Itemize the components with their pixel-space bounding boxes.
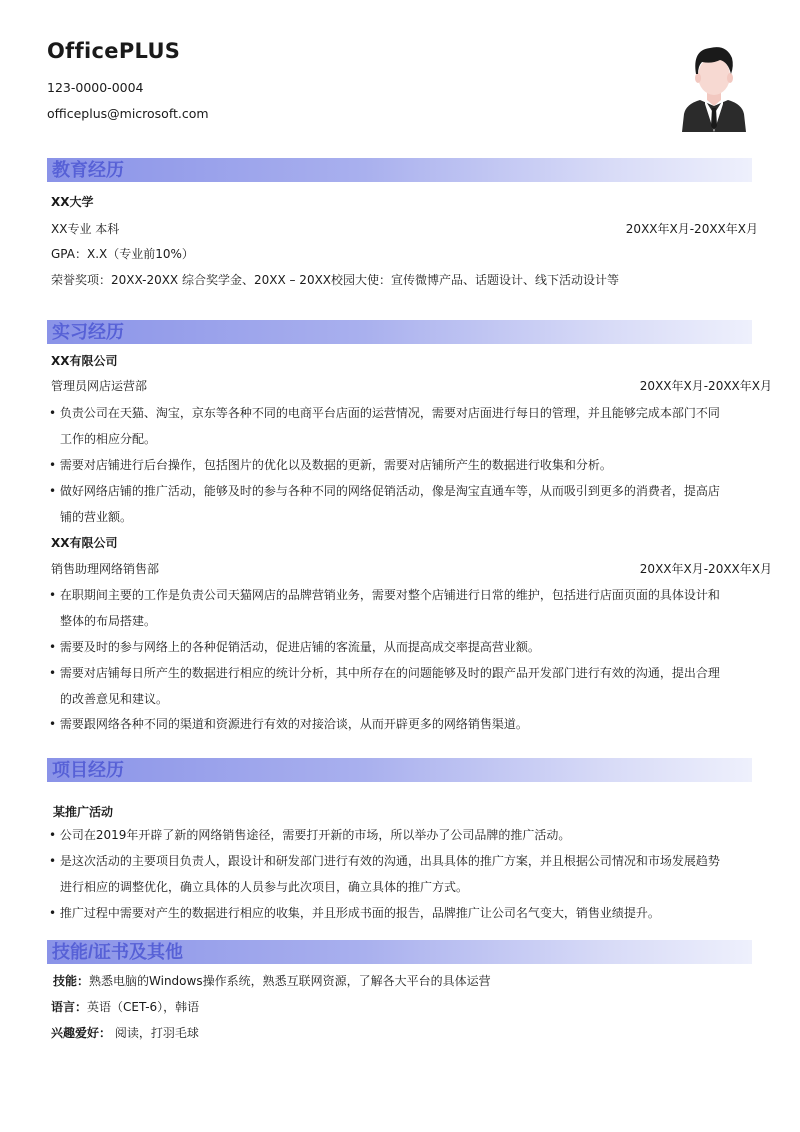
person-avatar-icon: [676, 40, 752, 132]
education-date: 20XX年X月-20XX年X月: [625, 222, 758, 236]
candidate-name: OfficePLUS: [47, 39, 181, 63]
language-row: [51, 998, 199, 1015]
bullet-line: • 做好网络店铺的推广活动，能够及时的参与各种不同的网络促销活动，像是淘宝直通车等，从而吸引到更多的消费者，提高店: [49, 484, 720, 498]
section-education-header: [47, 158, 752, 182]
hobby-value: 阅读，打羽毛球: [111, 1026, 199, 1040]
bullet-line: 的改善意见和建议。: [60, 692, 169, 706]
bullet-line: • 负责公司在天猫、淘宝，京东等各种不同的电商平台店面的运营情况，需要对店面进行每日的管理，并且能够完成本部门不同: [49, 406, 720, 420]
section-title: 技能/证书及其他: [52, 942, 184, 962]
school-name: XX大学: [51, 195, 94, 209]
phone-number: 123-0000-0004: [47, 80, 144, 95]
section-skills-header: [47, 940, 752, 964]
gpa: GPA：X.X（专业前10%）: [51, 247, 194, 261]
bullet-line: • 需要及时的参与网络上的各种促销活动，促进店铺的客流量，从而提高成交率提高营业额。: [49, 640, 540, 654]
major-degree: XX专业 本科: [51, 222, 120, 236]
section-title: 项目经历: [52, 760, 124, 780]
bullet-line: • 需要对店铺每日所产生的数据进行相应的统计分析，其中所存在的问题能够及时的跟产品开发部门进行有效的沟通，提出合理: [49, 666, 720, 680]
bullet-line: 整体的布局搭建。: [60, 614, 157, 628]
job-role: 销售助理网络销售部: [51, 562, 160, 576]
company-name: XX有限公司: [51, 536, 118, 550]
job-date: 20XX年X月-20XX年X月: [639, 562, 772, 576]
project-name: 某推广活动: [53, 805, 114, 819]
bullet-line: • 需要对店铺进行后台操作，包括图片的优化以及数据的更新，需要对店铺所产生的数据进行收集和分析。: [49, 458, 612, 472]
bullet-line: 铺的营业额。: [60, 510, 133, 524]
section-title: 教育经历: [52, 160, 124, 180]
bullet-line: 进行相应的调整优化，确立具体的人员参与此次项目，确立具体的推广方式。: [60, 880, 469, 894]
bullet-line: • 推广过程中需要对产生的数据进行相应的收集，并且形成书面的报告，品牌推广让公司名气变大，销售业绩提升。: [49, 906, 660, 920]
section-title: 实习经历: [52, 322, 124, 342]
email-address: officeplus@microsoft.com: [47, 106, 209, 121]
bullet-line: 工作的相应分配。: [60, 432, 157, 446]
hobby-row: [51, 1024, 199, 1041]
hobby-label: 兴趣爱好：: [51, 1026, 112, 1040]
bullet-line: • 在职期间主要的工作是负责公司天猫网店的品牌营销业务，需要对整个店铺进行日常的维护，包括进行店面页面的具体设计和: [49, 588, 720, 602]
honors: 荣誉奖项：20XX-20XX 综合奖学金、20XX – 20XX校园大使：宣传微博产品、话题设计、线下活动设计等: [51, 273, 620, 287]
bullet-line: • 是这次活动的主要项目负责人，跟设计和研发部门进行有效的沟通，出具具体的推广方案，并且根据公司情况和市场发展趋势: [49, 854, 720, 868]
bullet-line: • 需要跟网络各种不同的渠道和资源进行有效的对接洽谈，从而开辟更多的网络销售渠道。: [49, 717, 528, 731]
language-value: 英语（CET-6），韩语: [87, 1000, 200, 1014]
company-name: XX有限公司: [51, 354, 118, 368]
job-date: 20XX年X月-20XX年X月: [639, 379, 772, 393]
language-label: 语言：: [51, 1000, 88, 1014]
section-internship-header: [47, 320, 752, 344]
skill-row: [53, 972, 491, 989]
skill-label: 技能：: [53, 974, 90, 988]
bullet-line: • 公司在2019年开辟了新的网络销售途径，需要打开新的市场，所以举办了公司品牌的推广活动。: [49, 828, 571, 842]
section-project-header: [47, 758, 752, 782]
job-role: 管理员网店运营部: [51, 379, 148, 393]
skill-value: 熟悉电脑的Windows操作系统，熟悉互联网资源，了解各大平台的具体运营: [89, 974, 491, 988]
